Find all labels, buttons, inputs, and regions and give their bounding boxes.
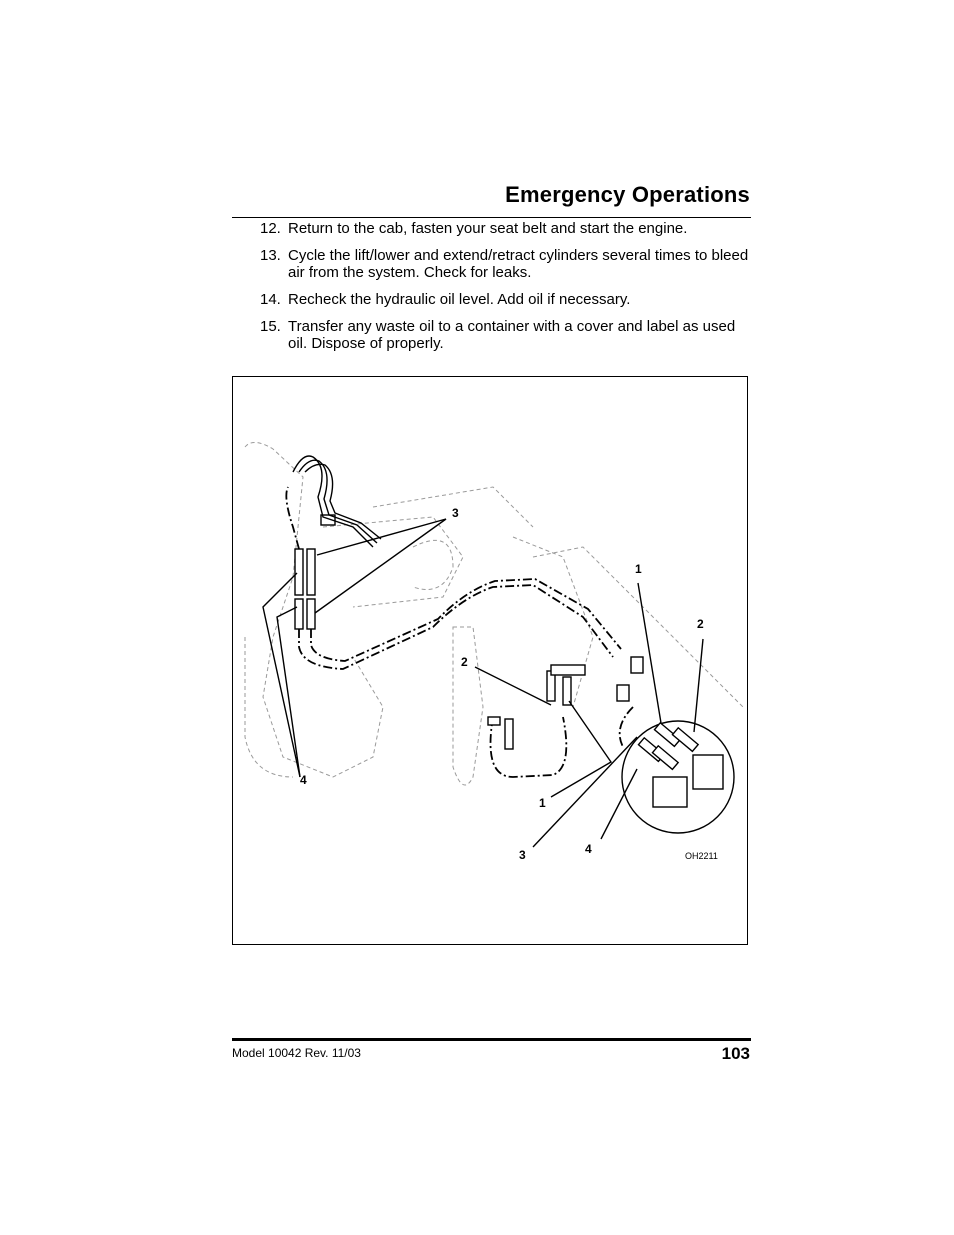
callout-4-left: 4 bbox=[300, 773, 307, 787]
callout-4-bottom: 4 bbox=[585, 842, 592, 856]
step-text: Recheck the hydraulic oil level. Add oil if necessary. bbox=[288, 291, 631, 308]
callout-2-right: 2 bbox=[697, 617, 704, 631]
model-revision: Model 10042 Rev. 11/03 bbox=[232, 1046, 361, 1060]
step-15 bbox=[260, 318, 755, 352]
figure-id: OH2211 bbox=[685, 851, 718, 861]
footer-divider bbox=[232, 1038, 751, 1041]
step-14 bbox=[260, 291, 755, 308]
step-number: 14. bbox=[260, 291, 281, 308]
step-number: 13. bbox=[260, 247, 281, 264]
callout-1-bottom: 1 bbox=[539, 796, 546, 810]
page-number: 103 bbox=[721, 1044, 750, 1063]
page-title: Emergency Operations bbox=[505, 182, 750, 207]
procedure-steps bbox=[260, 220, 755, 362]
step-text: Transfer any waste oil to a container with a cover and label as used oil. Dispose of properly. bbox=[288, 318, 736, 352]
step-12 bbox=[260, 220, 755, 237]
title-divider bbox=[232, 217, 751, 218]
step-text: Return to the cab, fasten your seat belt and start the engine. bbox=[288, 220, 688, 237]
hose-routing-illustration bbox=[233, 377, 747, 944]
step-13 bbox=[260, 247, 755, 281]
callout-1-top: 1 bbox=[635, 562, 642, 576]
callout-3-top: 3 bbox=[452, 506, 459, 520]
step-text: Cycle the lift/lower and extend/retract cylinders several times to bleed air from the system. Check for leaks. bbox=[288, 247, 749, 281]
step-number: 12. bbox=[260, 220, 281, 237]
callout-2-mid: 2 bbox=[461, 655, 468, 669]
hydraulic-hose-figure bbox=[232, 376, 748, 945]
step-number: 15. bbox=[260, 318, 281, 335]
callout-3-bottom: 3 bbox=[519, 848, 526, 862]
